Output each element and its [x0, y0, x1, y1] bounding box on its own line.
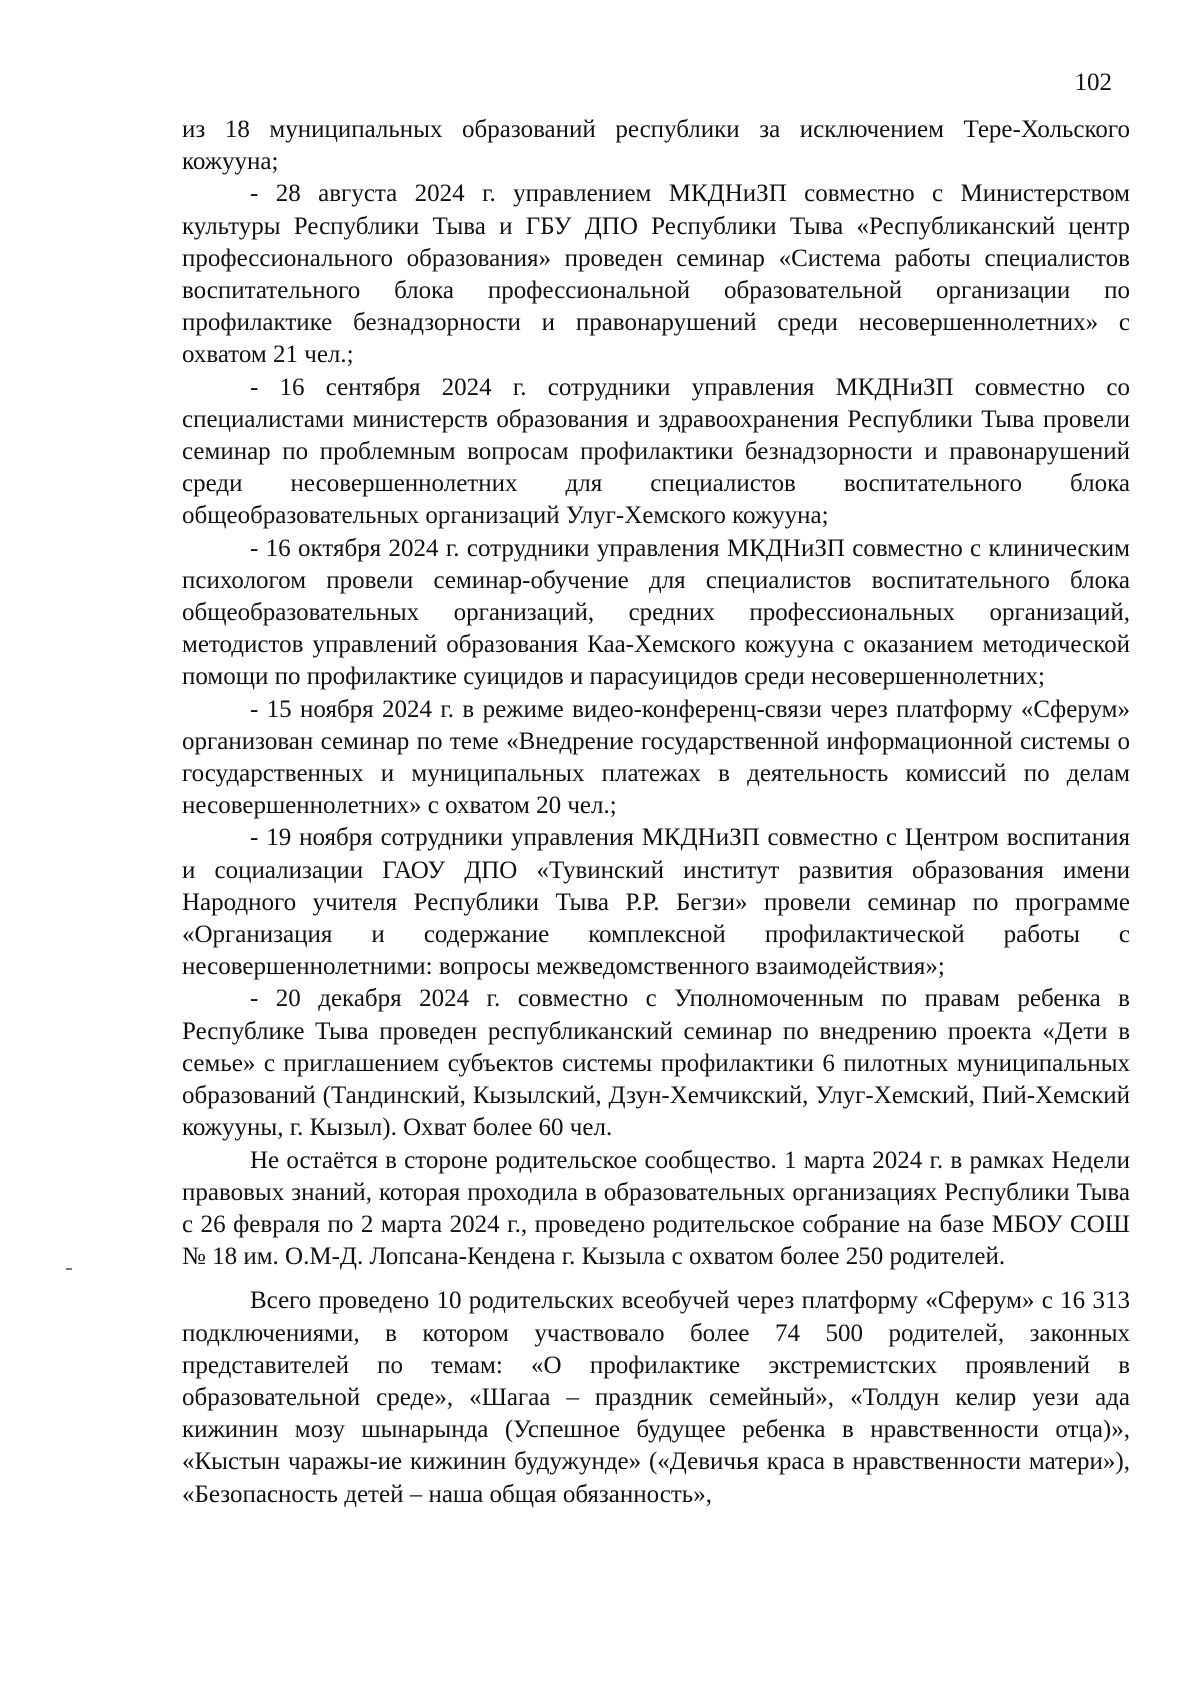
paragraph: - 16 октября 2024 г. сотрудники управления МКДНиЗП совместно с клиническим психологом провели семинар-обучение для специалистов воспитательного блока общеобразовательных организаций, средних профессиональных организаций, методистов управлений образования Каа-Хемского кожууна с оказанием методической помощи по профилактике суицидов и парасуицидов среди несовершеннолетних; — [182, 534, 1130, 691]
paragraph: - 20 декабря 2024 г. совместно с Уполномоченным по правам ребенка в Республике Тыва проведен республиканский семинар по внедрению проекта «Дети в семье» с приглашением субъектов системы профилактики 6 пилотных муниципальных образований (Тандинский, Кызылский, Дзун-Хемчикский, Улуг-Хемский, Пий-Хемский кожууны, г. Кызыл). Охват более 60 чел. — [182, 985, 1130, 1142]
page-number: 102 — [1074, 69, 1112, 96]
paragraph: - 19 ноября сотрудники управления МКДНиЗП совместно с Центром воспитания и социализации ГАОУ ДПО «Тувинский институт развития образования имени Народного учителя Республики Тыва Р.Р. Бегзи» провели семинар по программе «Организация и содержание комплексной профилактической работы с несовершеннолетними: вопросы межведомственного взаимодействия»; — [182, 824, 1130, 981]
scan-mark — [66, 1268, 72, 1270]
paragraph: из 18 муниципальных образований республики за исключением Тере-Хольского кожууна; — [182, 116, 1130, 176]
paragraph: - 15 ноября 2024 г. в режиме видео-конференц-связи через платформу «Сферум» организован семинар по теме «Внедрение государственной информационной системы о государственных и муниципальных платежах в деятельность комиссий по делам несовершеннолетних» с охватом 20 чел.; — [182, 695, 1130, 820]
document-body — [182, 114, 1130, 1511]
paragraph: Не остаётся в стороне родительское сообщество. 1 марта 2024 г. в рамках Недели правовых знаний, которая проходила в образовательных организациях Республики Тыва с 26 февраля по 2 марта 2024 г., проведено родительское собрание на базе МБОУ СОШ № 18 им. О.М-Д. Лопсана-Кендена г. Кызыла с охватом более 250 родителей. — [182, 1146, 1130, 1271]
paragraph: Всего проведено 10 родительских всеобучей через платформу «Сферум» с 16 313 подключениями, в котором участвовало более 74 500 родителей, законных представителей по темам: «О профилактике экстремистских проявлений в образовательной среде», «Шагаа – праздник семейный», «Толдун келир уези ада кижинин мозу шынарында (Успешное будущее ребенка в нравственности отца)», «Кыстын чаражы-ие кижинин будужунде» («Девичья краса в нравственности матери»), «Безопасность детей – наша общая обязанность», — [182, 1287, 1130, 1508]
paragraph: - 16 сентября 2024 г. сотрудники управления МКДНиЗП совместно со специалистами министерств образования и здравоохранения Республики Тыва провели семинар по проблемным вопросам профилактики безнадзорности и правонарушений среди несовершеннолетних для специалистов воспитательного блока общеобразовательных организаций Улуг-Хемского кожууна; — [182, 373, 1130, 530]
paragraph: - 28 августа 2024 г. управлением МКДНиЗП совместно с Министерством культуры Республики Тыва и ГБУ ДПО Республики Тыва «Республиканский центр профессионального образования» проведен семинар «Система работы специалистов воспитательного блока профессиональной образовательной организации по профилактике безнадзорности и правонарушений среди несовершеннолетних» с охватом 21 чел.; — [182, 180, 1130, 369]
